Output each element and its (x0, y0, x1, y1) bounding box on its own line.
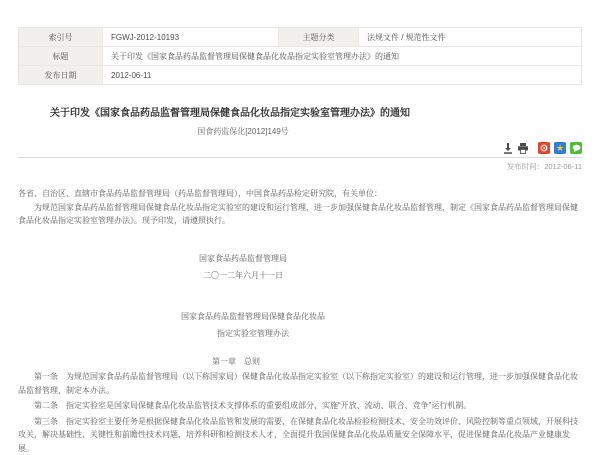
signature-block (18, 250, 582, 284)
publish-time-value: 2012-06-11 (544, 162, 582, 171)
article-2: 第二条 指定实验室是国家局保健食品化妆品监管技术支撑体系的重要组成部分，实施“开放、流动、联合、竞争”运行机制。 (18, 399, 582, 413)
attachment-title (18, 308, 582, 343)
page-title: 关于印发《国家食品药品监督管理局保健食品化妆品指定实验室管理办法》的通知 (18, 104, 582, 119)
print-icon[interactable] (517, 143, 529, 154)
article-1: 第一条 为规范国家食品药品监督管理局（以下称国家局）保健食品化妆品指定实验室（以下称指定实验室）的建设和运行管理，进一步加强保健食品化妆品监督管理，制定本办法。 (18, 370, 582, 397)
title-label: 标题 (19, 47, 103, 66)
download-icon[interactable] (503, 143, 513, 154)
date-value: 2012-06-11 (103, 66, 582, 85)
document-body (18, 187, 582, 455)
sign-date: 二〇一二年六月十一日 (18, 267, 468, 284)
title-value: 关于印发《国家食品药品监督管理局保健食品化妆品指定实验室管理办法》的通知 (103, 47, 582, 66)
share-qzone-icon[interactable] (554, 142, 566, 154)
publish-time (18, 161, 582, 172)
doc-number: 国食药监保化[2012]149号 (18, 126, 582, 137)
salutation: 各省、自治区、直辖市食品药品监督管理局（药品监督管理局），中国食品药品检定研究院，有关单位： (18, 187, 582, 201)
attachment-title-line2: 指定实验室管理办法 (18, 325, 488, 343)
star-icon: ★ (556, 142, 564, 154)
article-3: 第三条 指定实验室主要任务是根据保健食品化妆品监管和发展的需要，在保健食品化妆品检验检测技术、安全功效评价、风险控制等重点领域，开展科技攻关，解决基础性、关键性和前瞻性技术问题，培养科研和检测技术人才，全面提升我国保健食品化妆品质量安全保障水平，促进保健食品化妆品产业健康发展。 (18, 415, 582, 455)
share-weibo-icon[interactable] (538, 142, 550, 154)
meta-row-title (19, 47, 582, 66)
intro-paragraph: 为规范国家食品药品监督管理局保健食品化妆品指定实验室的建设和运行管理，进一步加强保健食品化妆品监督管理，制定《国家食品药品监督管理局保健食品化妆品指定实验室管理办法》。现予印发，请遵照执行。 (18, 201, 582, 228)
date-label: 发布日期 (19, 66, 103, 85)
chapter-1-heading: 第一章 总则 (18, 355, 582, 369)
attachment-title-line1: 国家食品药品监督管理局保健食品化妆品 (18, 308, 488, 326)
divider (18, 157, 582, 158)
index-label: 索引号 (19, 28, 103, 47)
share-wechat-icon[interactable] (570, 142, 582, 154)
category-label: 主题分类 (279, 28, 359, 47)
publish-time-label: 发布时间： (507, 162, 545, 171)
meta-table (18, 27, 582, 85)
signer: 国家食品药品监督管理局 (18, 250, 468, 267)
meta-row-index-category (19, 28, 582, 47)
toolbar (18, 142, 582, 154)
index-value: FGWJ-2012-10193 (103, 28, 279, 47)
meta-row-date (19, 66, 582, 85)
category-value: 法规文件 / 规范性文件 (359, 28, 582, 47)
